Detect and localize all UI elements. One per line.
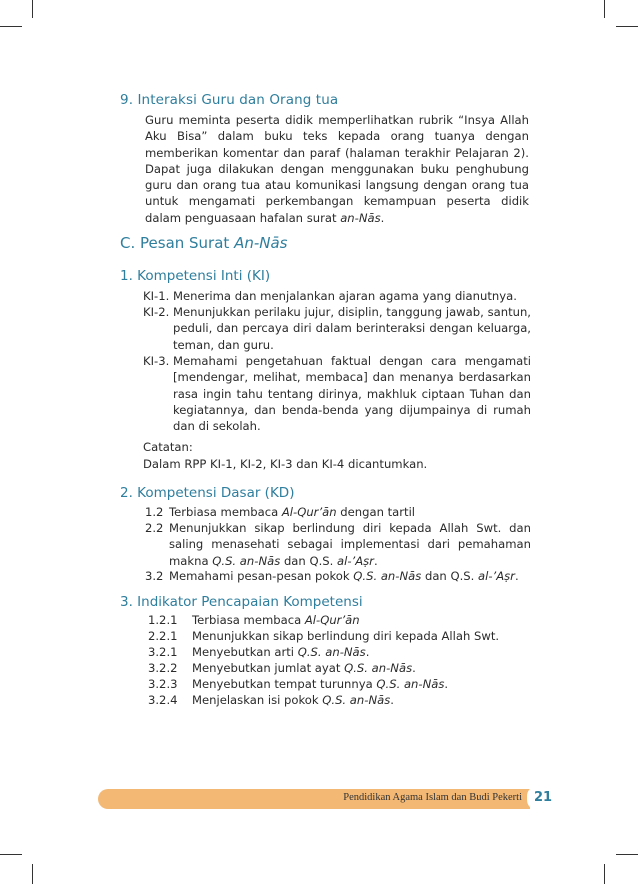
section-c-heading xyxy=(120,234,288,252)
indikator-text: Menunjukkan sikap berlindung diri kepada Allah Swt. xyxy=(192,629,500,643)
section-9-paragraph xyxy=(145,112,529,226)
kd-heading: 2. Kompetensi Dasar (KD) xyxy=(120,485,295,501)
paragraph-italic-term: an-Nās xyxy=(340,210,381,225)
indikator-text: Menyebutkan jumlat ayat xyxy=(192,661,345,675)
indikator-text: Menjelaskan isi pokok xyxy=(192,693,323,707)
paragraph-end: . xyxy=(380,210,385,225)
kd-text-part: Terbiasa membaca xyxy=(169,505,282,519)
indikator-italic: Q.S. an-Nās xyxy=(376,677,445,691)
paragraph-text: Guru meminta peserta didik memperlihatkan rubrik “Insya Allah Aku Bisa” dalam buku teks kepada orang tuanya dengan memberikan komentar dan paraf (halaman terakhir Pelajaran 2). Dapat juga dilakukan dengan menggunakan buku penghubung guru dan orang tua atau komunikasi langsung dengan orang tua untuk mengamati perkembangan kemampuan peserta didik dalam penguasaan hafalan surat xyxy=(145,113,529,225)
indikator-italic: Q.S. an-Nās xyxy=(297,645,366,659)
kd-label: 1.2 xyxy=(145,505,164,519)
kd-italic: al-’Aṣr xyxy=(337,553,374,568)
indikator-item xyxy=(148,660,416,676)
kd-italic: Al-Qur’ān xyxy=(281,505,337,519)
kd-item xyxy=(145,520,531,569)
ki-text: Menerima dan menjalankan ajaran agama yang dianutnya. xyxy=(173,289,517,303)
indikator-number: 3.2.2 xyxy=(148,661,178,675)
kd-text-part: dengan tartil xyxy=(336,505,416,519)
indikator-number: 2.2.1 xyxy=(148,629,178,643)
indikator-heading: 3. Indikator Pencapaian Kompetensi xyxy=(120,594,363,610)
ki-label: KI-3. xyxy=(143,354,170,368)
kd-text-part: Memahami pesan-pesan pokok xyxy=(169,569,354,583)
indikator-number: 3.2.3 xyxy=(148,677,178,691)
indikator-text: Terbiasa membaca xyxy=(192,613,305,627)
ki-item xyxy=(143,304,531,353)
kd-text xyxy=(169,504,531,520)
kd-italic: al-’Aṣr xyxy=(478,569,515,583)
indikator-end: . xyxy=(365,645,370,659)
kd-text-part: . xyxy=(373,553,378,568)
kd-text-part: . xyxy=(514,569,519,583)
indikator-number: 3.2.1 xyxy=(148,645,178,659)
section-c-prefix: C. Pesan Surat xyxy=(120,234,235,252)
ki-item xyxy=(143,288,531,304)
indikator-item xyxy=(148,644,369,660)
ki-label: KI-2. xyxy=(143,305,170,319)
kd-label: 3.2 xyxy=(145,569,164,583)
indikator-italic: Al-Qur’ān xyxy=(304,613,360,627)
indikator-text: Menyebutkan tempat turunnya xyxy=(192,677,377,691)
kd-item xyxy=(145,568,531,584)
indikator-end: . xyxy=(412,661,416,675)
kd-italic: Q.S. an-Nās xyxy=(353,569,422,583)
note-text: Dalam RPP KI-1, KI-2, KI-3 dan KI-4 dicantumkan. xyxy=(143,457,428,471)
footer-book-title: Pendidikan Agama Islam dan Budi Pekerti xyxy=(343,792,522,803)
note-title: Catatan: xyxy=(143,440,193,454)
ki-item xyxy=(143,353,531,434)
indikator-number: 3.2.4 xyxy=(148,693,178,707)
kd-text xyxy=(169,568,531,584)
indikator-italic: Q.S. an-Nās xyxy=(344,661,413,675)
indikator-end: . xyxy=(390,693,394,707)
section-c-italic: An-Nās xyxy=(234,234,288,252)
kd-text-part: dan Q.S. xyxy=(421,569,479,583)
kd-text-part: Menunjukkan sikap berlindung diri kepada Allah Swt. dan saling menasehati sebagai implementasi dari pemahaman makna xyxy=(169,521,531,568)
kd-text xyxy=(169,520,531,569)
indikator-item xyxy=(148,628,499,644)
indikator-text: Menyebutkan arti xyxy=(192,645,298,659)
ki-text: Menunjukkan perilaku jujur, disiplin, tanggung jawab, santun, peduli, dan percaya diri dalam berinteraksi dengan keluarga, teman, dan guru. xyxy=(173,305,531,352)
indikator-number: 1.2.1 xyxy=(148,613,178,627)
indikator-item xyxy=(148,692,394,708)
kd-item xyxy=(145,504,531,520)
indikator-item xyxy=(148,676,448,692)
section-9-heading: 9. Interaksi Guru dan Orang tua xyxy=(120,92,339,108)
indikator-italic: Q.S. an-Nās xyxy=(322,693,391,707)
page-number: 21 xyxy=(527,786,559,810)
ki-label: KI-1. xyxy=(143,289,170,303)
indikator-end: . xyxy=(444,677,449,691)
ki-text: Memahami pengetahuan faktual dengan cara mengamati [mendengar, melihat, membaca] dan menanya berdasarkan rasa ingin tahu tentang dirinya, makhluk ciptaan Tuhan dan kegiatannya, dan benda-benda yang dijumpainya di rumah dan di sekolah. xyxy=(173,354,531,434)
kd-text-part: dan Q.S. xyxy=(280,553,337,568)
kd-italic: Q.S. an-Nās xyxy=(212,553,281,568)
kd-label: 2.2 xyxy=(145,521,164,535)
ki-heading: 1. Kompetensi Inti (KI) xyxy=(120,268,271,284)
indikator-item xyxy=(148,612,360,628)
